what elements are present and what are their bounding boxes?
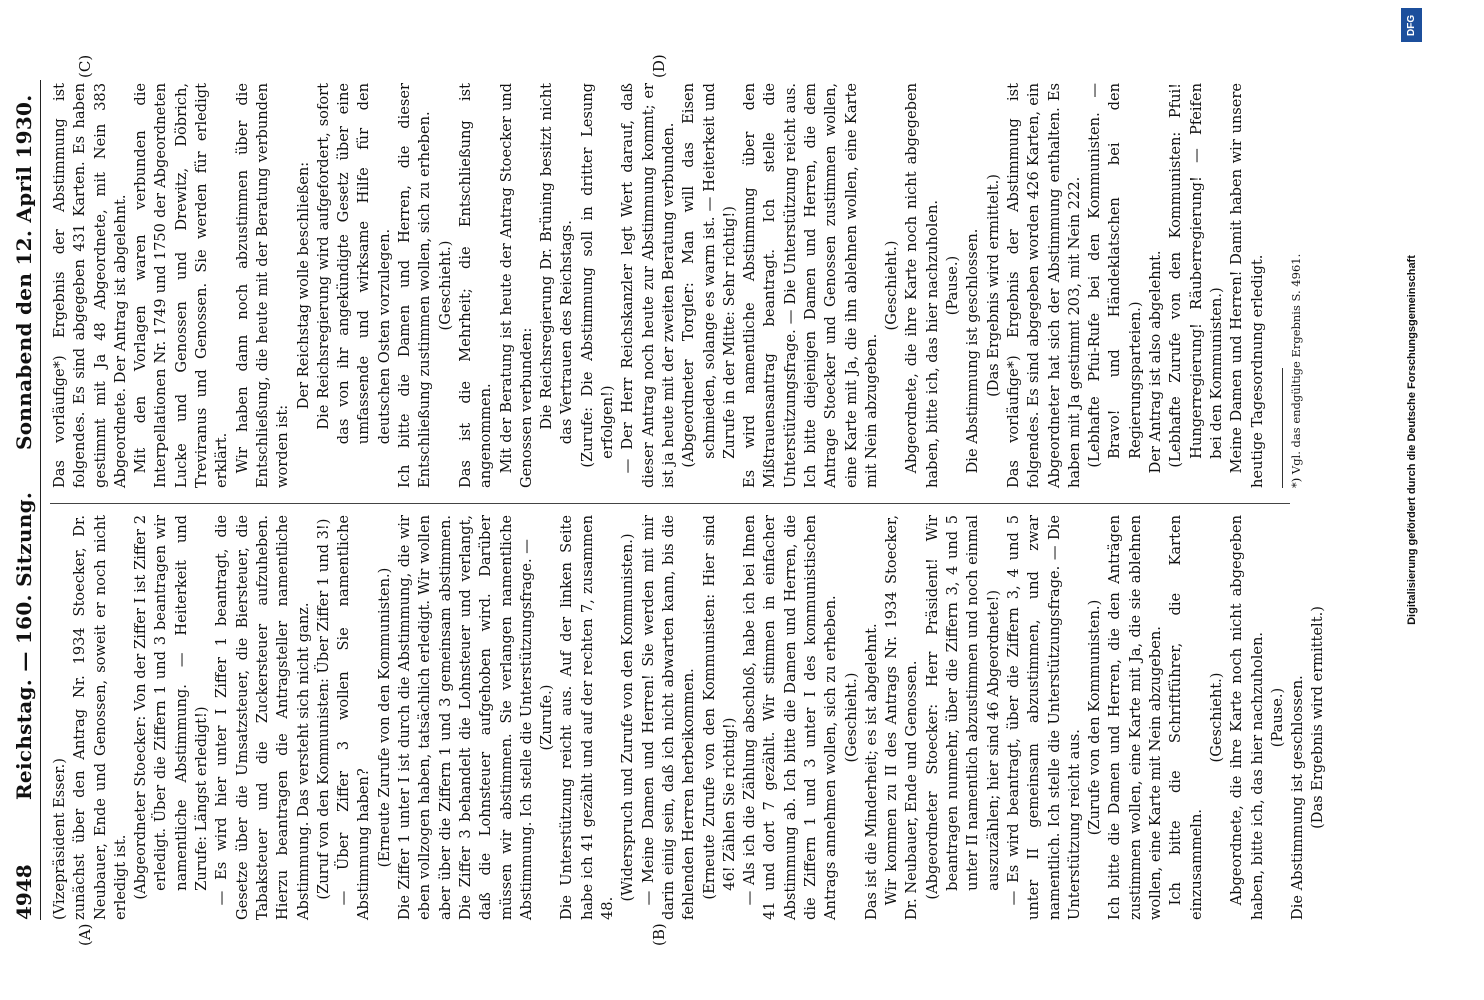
paragraph: Der Antrag ist also abgelehnt.: [1147, 250, 1165, 474]
footnote: *) Vgl. das endgültige Ergebnis S. 4961.: [1288, 253, 1303, 488]
paragraph: Wir kommen zu II des Antrags Nr. 1934 Stoecker, Dr. Neubauer, Ende und Genossen.: [883, 515, 921, 920]
paragraph: — Als ich die Zählung abschloß, habe ich bei Ihnen 41 und dort 7 gezählt. Wir stimmen in einfacher Abstimmung ab. Ich bitte die Damen und Herren, die die Ziffern 1 und 3 unter I des kommunistischen Antrags annehmen wollen, sich zu erheben.: [741, 515, 840, 920]
paragraph: Abgeordnete, die ihre Karte noch nicht abgegeben haben, bitte ich, das hier nachzuholen.: [1228, 515, 1266, 920]
paragraph: Mit den Vorlagen waren verbunden die Interpellationen Nr. 1749 und 1750 der Abgeordneten Lucke und Genossen und Drewitz, Döbrich, Treviranus und Genossen. Sie werden für erledigt erklärt.: [132, 83, 231, 488]
paragraph: (Widerspruch und Zurufe von den Kommunisten.): [619, 533, 637, 902]
paragraph: — Es wird beantragt, über die Ziffern 3, 4 und 5 unter II gemeinsam abzustimmen, und zwar namentlich. Ich stelle die Unterstützungsfrage. — Die Unterstützung reicht aus.: [1004, 515, 1083, 920]
margin-letter-d: (D): [650, 54, 668, 78]
paragraph: (Geschieht.): [883, 240, 901, 331]
paragraph: Ich bitte die Schriftführer, die Karten einzusammeln.: [1167, 515, 1205, 920]
paragraph: Das ist die Mehrheit; die Entschließung ist angenommen.: [456, 83, 495, 488]
paragraph: Der Reichstag wolle beschließen:: [294, 161, 312, 410]
digitization-credit: Digitalisierung gefördert durch die Deutsche Forschungsgemeinschaft: [1406, 255, 1418, 625]
page-header: [12, 80, 41, 920]
paragraph: — Über Ziffer 3 wollen Sie namentliche Abstimmung haben?: [335, 515, 373, 920]
paragraph: (Geschieht.): [842, 672, 860, 763]
paragraph: (Vizepräsident Esser.): [51, 758, 68, 920]
paragraph: (Erneute Zurufe von den Kommunisten: Hier sind 46! Zählen Sie richtig!): [700, 515, 738, 900]
paragraph: — Meine Damen und Herren! Sie werden mit mir darin einig sein, daß ich nicht abwarten kann, bis die fehlenden Herren herbeikommen.: [639, 515, 698, 920]
paragraph: Mit der Beratung ist heute der Antrag Stoecker und Genossen verbunden:: [497, 83, 535, 488]
header-date: Sonnabend den 12. April 1930.: [12, 94, 36, 450]
paragraph: Die Unterstützung reicht aus. Auf der linken Seite habe ich 41 gezählt und auf der rechten 7, zusammen 48.: [558, 515, 617, 920]
paragraph: (Pause.): [944, 255, 962, 316]
margin-letter-a: (A): [76, 923, 94, 946]
paragraph: (Geschieht.): [436, 240, 454, 331]
paragraph: — Der Herr Reichskanzler legt Wert darauf, daß dieser Antrag noch heute zur Abstimmung kommt; er ist ja heute mit der zweiten Beratung verbunden.: [619, 83, 677, 488]
margin-letter-c: (C): [76, 54, 94, 78]
paragraph: — Es wird hier unter I Ziffer 1 beantragt, die Gesetze über die Umsatzsteuer, die Biersteuer, die Tabaksteuer und die Zuckersteuer aufzuheben. Hierzu beantragen die Antragsteller namentliche Abstimmung. Das versteht sich nicht ganz.: [213, 515, 312, 920]
paragraph: Die Reichsregierung Dr. Brüning besitzt nicht das Vertrauen des Reichstags.: [538, 83, 576, 445]
paragraph: (Erneute Zurufe von den Kommunisten.): [375, 567, 393, 868]
paragraph: (Das Ergebnis wird ermittelt.): [984, 174, 1002, 397]
right-column: [50, 83, 1303, 488]
paragraph: Meine Damen und Herren! Damit haben wir unsere heutige Tagesordnung erledigt.: [1228, 83, 1266, 488]
paragraph: zunächst über den Antrag Nr. 1934 Stoecker, Dr. Neubauer, Ende und Genossen, soweit er noch nicht erledigt ist.: [71, 515, 129, 920]
paragraph: (Lebhafte Zurufe von den Kommunisten: Pfui! Hungerregierung! Räuberregierung! — Pfeifen bei den Kommunisten.): [1167, 83, 1225, 468]
left-column: [50, 515, 1327, 920]
header-title: Reichstag. — 160. Sitzung.: [12, 491, 36, 800]
dfg-logo: DFG: [1401, 8, 1422, 42]
paragraph: Das vorläufige*) Ergebnis der Abstimmung ist folgendes. Es sind abgegeben 431 Karten. Es haben gestimmt mit Ja 48 Abgeordnete, mit Nein 383 Abgeordnete. Der Antrag ist abgelehnt.: [51, 83, 129, 488]
paragraph: Das ist die Minderheit; es ist abgelehnt.: [862, 623, 880, 920]
page-number: 4948: [12, 864, 36, 920]
column-divider: [50, 503, 1290, 504]
paragraph: (Zuruf von den Kommunisten: Über Ziffer 1 und 3!): [314, 518, 332, 900]
document-page: [0, 50, 1484, 950]
paragraph: Die Abstimmung ist geschlossen.: [1289, 675, 1307, 920]
paragraph: Die Ziffer 1 unter I ist durch die Abstimmung, die wir eben vollzogen haben, tatsächlich erledigt. Wir wollen aber über die Ziffern 1 und 3 gemeinsam abstimmen. Die Ziffer 3 behandelt die Lohnsteuer und verlangt, daß die Lohnsteuer aufgehoben wird. Darüber müssen wir abstimmen. Sie verlangen namentliche Abstimmung. Ich stelle die Unterstützungsfrage. —: [396, 515, 535, 920]
paragraph: (Abgeordneter Stoecker: Von der Ziffer I ist Ziffer 2 erledigt. Über die Ziffern 1 und 3 beantragen wir namentliche Abstimmung. — Heiterkeit und Zurufe: Längst erledigt!): [132, 515, 211, 900]
paragraph: (Das Ergebnis wird ermittelt.): [1309, 606, 1327, 829]
paragraph: Abgeordnete, die ihre Karte noch nicht abgegeben haben, bitte ich, das hier nachzuholen.: [903, 83, 941, 488]
margin-letter-b: (B): [650, 923, 668, 946]
paragraph: (Lebhafte Pfui-Rufe bei den Kommunisten. — Bravo! und Händeklatschen bei den Regierungsparteien.): [1086, 83, 1144, 468]
footnote-rule: [1282, 368, 1283, 488]
paragraph: (Abgeordneter Torgler: Man will das Eisen schmieden, solange es warm ist. — Heiterkeit und Zurufe in der Mitte: Sehr richtig!): [680, 83, 738, 468]
paragraph: Die Reichsregierung wird aufgefordert, sofort das von ihr angekündigte Gesetz über eine umfassende und wirksame Hilfe für den deutschen Osten vorzulegen.: [314, 83, 393, 445]
paragraph: Es wird namentliche Abstimmung über den Mißtrauensantrag beantragt. Ich stelle die Unterstützungsfrage. — Die Unterstützung reicht aus. Ich bitte diejenigen Damen und Herren, die dem Antrage Stoecker und Genossen zustimmen wollen, eine Karte mit Ja, die ihn ablehnen wollen, eine Karte mit Nein abzugeben.: [741, 83, 880, 488]
paragraph: (Zurufe.): [538, 684, 556, 751]
paragraph: (Zurufe von den Kommunisten.): [1086, 599, 1104, 836]
paragraph: (Pause.): [1268, 687, 1286, 748]
paragraph: Ich bitte die Damen und Herren, die dieser Entschließung zustimmen wollen, sich zu erheben.: [396, 83, 434, 488]
paragraph: Das vorläufige*) Ergebnis der Abstimmung ist folgendes. Es sind abgegeben worden 426 Karten, ein Abgeordneter hat sich der Abstimmung enthalten. Es haben mit Ja gestimmt 203, mit Nein 222.: [1004, 83, 1083, 488]
digitization-sidebar: [1390, 0, 1434, 1000]
paragraph: (Geschieht.): [1207, 672, 1225, 763]
paragraph: Die Abstimmung ist geschlossen.: [964, 228, 982, 474]
paragraph: Wir haben dann noch abzustimmen über die Entschließung, die heute mit der Beratung verbunden worden ist:: [233, 83, 292, 488]
paragraph: (Zurufe: Die Abstimmung soll in dritter Lesung erfolgen!): [578, 83, 617, 468]
paragraph: Ich bitte die Damen und Herren, die den Anträgen zustimmen wollen, eine Karte mit Ja, die sie ablehnen wollen, eine Karte mit Nein abzugeben.: [1106, 515, 1165, 920]
paragraph: (Abgeordneter Stoecker: Herr Präsident! Wir beantragen nunmehr, über die Ziffern 3, 4 und 5 unter II namentlich abzustimmen und noch einmal auszuzählen; hier sind 46 Abgeordnete!): [923, 515, 1002, 900]
